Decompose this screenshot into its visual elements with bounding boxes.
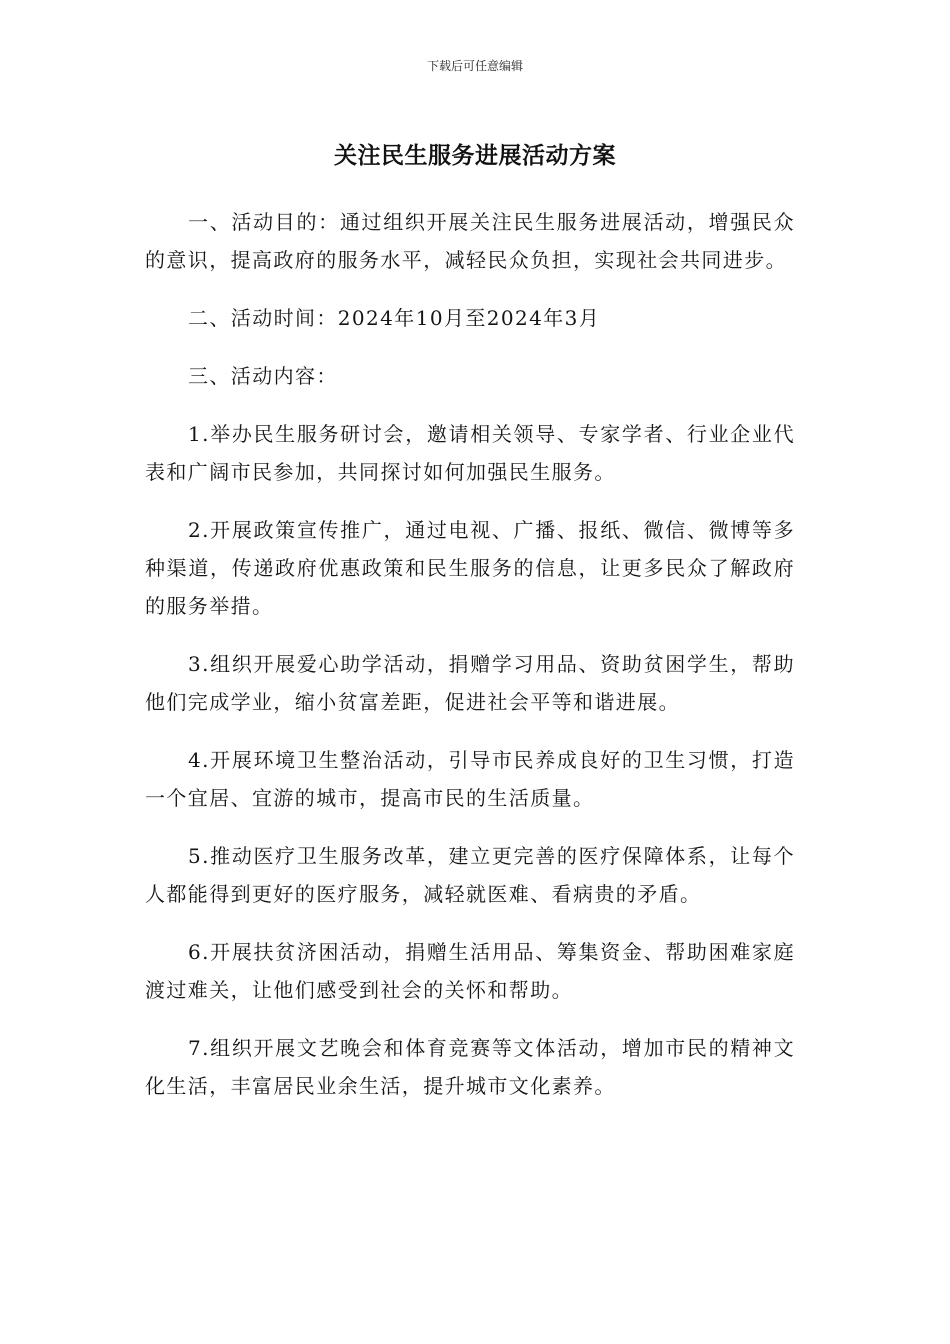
list-item: 2.开展政策宣传推广，通过电视、广播、报纸、微信、微博等多种渠道，传递政府优惠政策和民生服务的信息，让更多民众了解政府的服务举措。	[145, 518, 795, 618]
paragraph-time: 二、活动时间：2024年10月至2024年3月	[188, 306, 601, 330]
document-title: 关注民生服务进展活动方案	[334, 143, 616, 169]
list-item: 5.推动医疗卫生服务改革，建立更完善的医疗保障体系，让每个人都能得到更好的医疗服务，减轻就医难、看病贵的矛盾。	[145, 844, 795, 906]
list-item: 1.举办民生服务研讨会，邀请相关领导、专家学者、行业企业代表和广阔市民参加，共同探讨如何加强民生服务。	[145, 422, 795, 484]
list-item: 3.组织开展爱心助学活动，捐赠学习用品、资助贫困学生，帮助他们完成学业，缩小贫富差距，促进社会平等和谐进展。	[145, 652, 795, 714]
list-item: 4.开展环境卫生整治活动，引导市民养成良好的卫生习惯，打造一个宜居、宜游的城市，提高市民的生活质量。	[145, 748, 795, 810]
header-note: 下载后可任意编辑	[426, 59, 523, 73]
list-item: 7.组织开展文艺晚会和体育竞赛等文体活动，增加市民的精神文化生活，丰富居民业余生活，提升城市文化素养。	[145, 1036, 795, 1098]
list-item: 6.开展扶贫济困活动，捐赠生活用品、筹集资金、帮助困难家庭渡过难关，让他们感受到社会的关怀和帮助。	[145, 940, 795, 1002]
document-body	[145, 203, 795, 1125]
paragraph-purpose: 一、活动目的：通过组织开展关注民生服务进展活动，增强民众的意识，提高政府的服务水平，减轻民众负担，实现社会共同进步。	[145, 210, 795, 272]
paragraph-content-heading: 三、活动内容：	[188, 364, 338, 388]
